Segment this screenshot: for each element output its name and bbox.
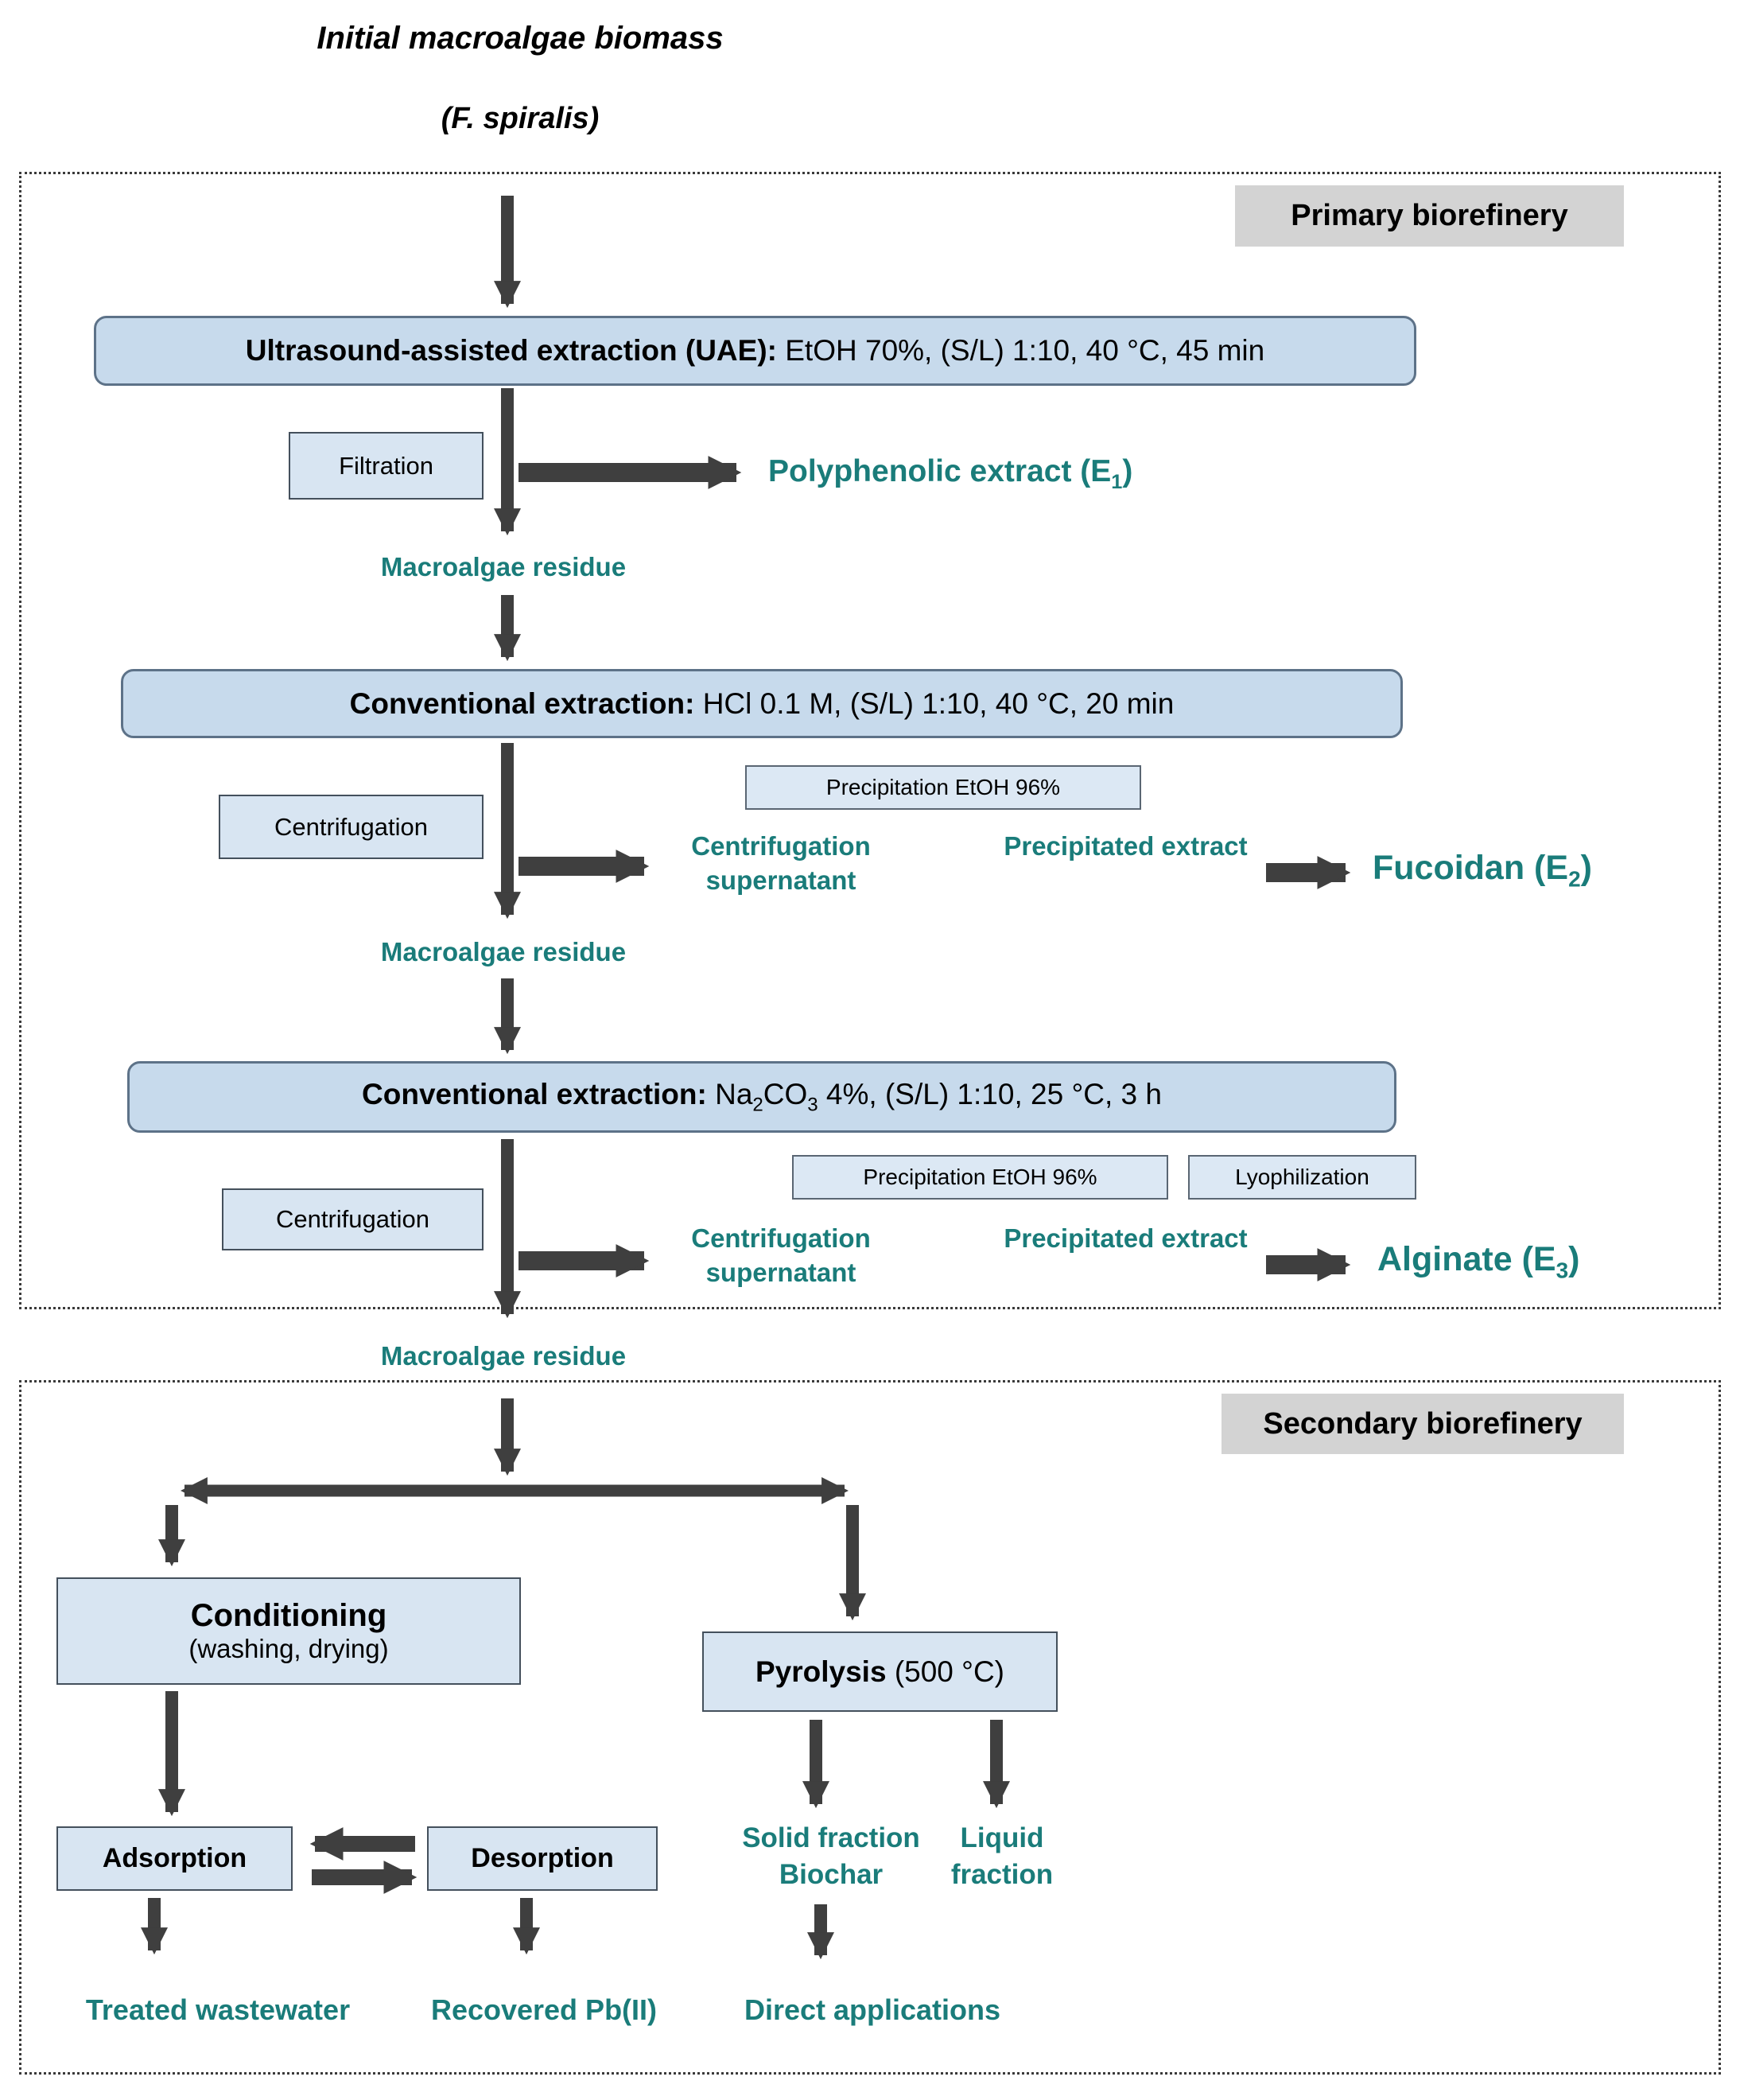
desorption-box: Desorption xyxy=(427,1826,658,1891)
conditioning-subtitle: (washing, drying) xyxy=(188,1634,389,1663)
polyphenolic-extract-label: Polyphenolic extract $(E_1)$ xyxy=(768,454,1133,493)
primary-section-label: Primary biorefinery xyxy=(1235,185,1624,247)
precipitated-extract-label-2: Precipitated extract xyxy=(1004,1223,1248,1253)
solid-fraction-line1: Solid fraction xyxy=(742,1822,920,1853)
macroalgae-residue-label-3: Macroalgae residue xyxy=(380,1341,627,1371)
treated-wastewater-label: Treated wastewater xyxy=(85,1993,351,2026)
alginate-label: Alginate $(E_3)$ xyxy=(1377,1240,1580,1283)
liquid-fraction-label xyxy=(891,1820,1113,1892)
hcl-extraction-box xyxy=(121,669,1403,738)
macroalgae-residue-label-1: Macroalgae residue xyxy=(380,552,627,581)
liquid-fraction-line2: fraction xyxy=(950,1858,1054,1890)
uae-extraction-text: Ultrasound-assisted extraction (UAE): EtOH 70%, (S/L) 1:10, 40 °C, 45 min xyxy=(245,334,1265,367)
centrifugation-box-1: Centrifugation xyxy=(219,795,484,859)
filtration-box: Filtration xyxy=(289,432,484,500)
conditioning-title: Conditioning xyxy=(190,1598,387,1633)
pyrolysis-box xyxy=(702,1631,1058,1712)
centrifugation-supernatant-label-2: Centrifugation supernatant xyxy=(691,1223,871,1287)
macroalgae-residue-label-2: Macroalgae residue xyxy=(380,937,627,966)
centrifugation-box-2: Centrifugation xyxy=(222,1188,484,1250)
uae-extraction-box xyxy=(94,316,1416,386)
lyophilization-box: Lyophilization xyxy=(1188,1155,1416,1200)
solid-fraction-line2: Biochar xyxy=(779,1858,884,1890)
conditioning-box xyxy=(56,1577,521,1685)
pyrolysis-text: Pyrolysis (500 °C) xyxy=(755,1655,1004,1688)
na2co3-extraction-text: Conventional extraction: $Na_2CO_3$ 4%, (S/L) 1:10, 25 °C, 3 h xyxy=(362,1077,1162,1116)
precipitation-box-2: Precipitation EtOH 96% xyxy=(792,1155,1168,1200)
precipitated-extract-label-1: Precipitated extract xyxy=(1004,831,1248,861)
diagram-title: Initial macroalgae biomass xyxy=(317,21,724,56)
hcl-extraction-text: Conventional extraction: HCl 0.1 M, (S/L) 1:10, 40 °C, 20 min xyxy=(349,686,1175,720)
liquid-fraction-line1: Liquid xyxy=(960,1822,1044,1853)
adsorption-box: Adsorption xyxy=(56,1826,293,1891)
na2co3-extraction-box xyxy=(127,1061,1396,1133)
secondary-biorefinery-frame xyxy=(19,1380,1721,2075)
centrifugation-supernatant-label-1: Centrifugation supernatant xyxy=(691,831,871,895)
recovered-pb-label: Recovered Pb(II) xyxy=(430,1993,658,2026)
secondary-section-label: Secondary biorefinery xyxy=(1221,1394,1624,1454)
direct-applications-label: Direct applications xyxy=(744,1993,1001,2026)
precipitation-box-1: Precipitation EtOH 96% xyxy=(745,765,1141,810)
diagram-subtitle: (F. spiralis) xyxy=(441,102,600,135)
fucoidan-label: Fucoidan $(E_2)$ xyxy=(1373,849,1592,892)
